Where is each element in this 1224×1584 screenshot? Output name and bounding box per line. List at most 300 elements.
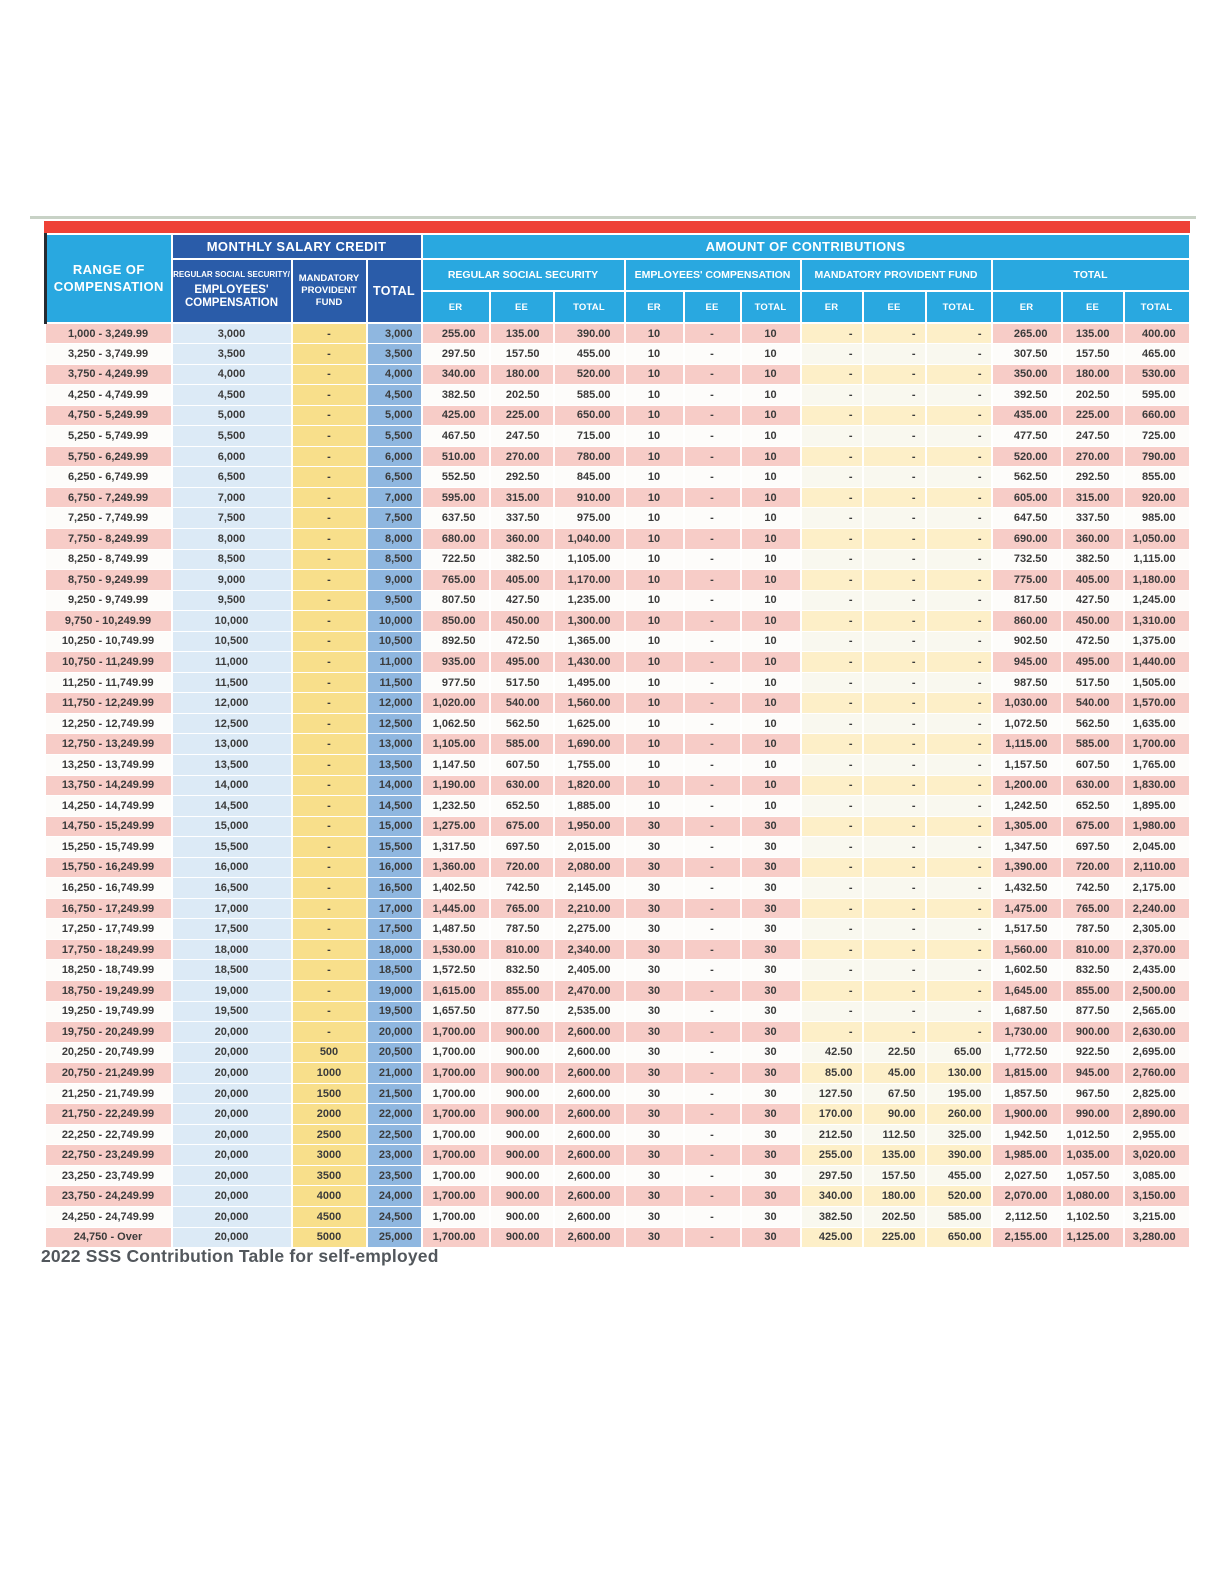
table-cell: 1,570.00	[1124, 693, 1190, 714]
table-cell: -	[292, 385, 367, 406]
header-msc-regular-ss-ec	[172, 259, 292, 323]
table-cell: 732.50	[992, 549, 1062, 570]
table-cell: 10	[625, 405, 684, 426]
table-cell: 10	[625, 528, 684, 549]
table-cell: 520.00	[554, 364, 625, 385]
table-cell: 935.00	[422, 652, 490, 673]
table-cell: 1,755.00	[554, 754, 625, 775]
table-cell: 945.00	[992, 652, 1062, 673]
table-cell: 90.00	[863, 1104, 926, 1125]
table-cell: 3,280.00	[1124, 1227, 1190, 1248]
table-cell: 455.00	[554, 344, 625, 365]
table-row	[46, 1124, 1190, 1145]
table-cell: -	[801, 364, 863, 385]
table-cell: -	[801, 1001, 863, 1022]
table-cell: 465.00	[1124, 344, 1190, 365]
table-cell: -	[863, 939, 926, 960]
table-cell: 405.00	[490, 570, 554, 591]
header-mpf-er: ER	[801, 291, 863, 323]
table-cell: 467.50	[422, 426, 490, 447]
table-cell: 1,645.00	[992, 981, 1062, 1002]
table-cell: 202.50	[490, 385, 554, 406]
table-cell: -	[926, 590, 992, 611]
table-cell: -	[863, 837, 926, 858]
table-cell: 10	[625, 652, 684, 673]
table-cell: 30	[741, 837, 801, 858]
table-cell: 297.50	[801, 1165, 863, 1186]
table-cell: 562.50	[992, 467, 1062, 488]
table-cell: 650.00	[554, 405, 625, 426]
table-cell: 30	[741, 1124, 801, 1145]
table-cell: 7,500	[367, 508, 422, 529]
table-row	[46, 1207, 1190, 1228]
table-cell: -	[926, 405, 992, 426]
top-divider-line	[30, 216, 1196, 219]
table-cell: 5,000	[367, 405, 422, 426]
table-cell: -	[292, 693, 367, 714]
table-cell: -	[292, 652, 367, 673]
table-cell: 1,820.00	[554, 775, 625, 796]
table-cell: 8,250 - 8,749.99	[46, 549, 172, 570]
table-cell: 10	[625, 508, 684, 529]
table-cell: 3,000	[172, 323, 292, 344]
table-row	[46, 960, 1190, 981]
table-cell: -	[863, 1022, 926, 1043]
table-cell: 910.00	[554, 487, 625, 508]
table-cell: -	[684, 631, 741, 652]
table-cell: 585.00	[926, 1207, 992, 1228]
table-cell: -	[926, 631, 992, 652]
table-row	[46, 549, 1190, 570]
table-cell: -	[926, 549, 992, 570]
table-cell: 225.00	[1062, 405, 1124, 426]
table-cell: 9,500	[172, 590, 292, 611]
table-cell: 2,210.00	[554, 898, 625, 919]
table-cell: -	[801, 426, 863, 447]
table-cell: 135.00	[863, 1145, 926, 1166]
table-cell: 157.50	[490, 344, 554, 365]
table-cell: 30	[741, 1186, 801, 1207]
table-cell: 10,000	[172, 611, 292, 632]
table-cell: -	[801, 446, 863, 467]
table-row	[46, 1227, 1190, 1248]
table-cell: 787.50	[490, 919, 554, 940]
table-cell: 675.00	[1062, 816, 1124, 837]
header-amount-of-contributions: AMOUNT OF CONTRIBUTIONS	[422, 234, 1190, 259]
table-cell: 7,000	[367, 487, 422, 508]
table-cell: 30	[741, 898, 801, 919]
table-cell: 30	[625, 857, 684, 878]
table-cell: 10,750 - 11,249.99	[46, 652, 172, 673]
table-row	[46, 323, 1190, 344]
table-row	[46, 487, 1190, 508]
header-total-er: ER	[992, 291, 1062, 323]
table-cell: -	[926, 672, 992, 693]
table-cell: 8,000	[367, 528, 422, 549]
table-cell: 20,000	[172, 1165, 292, 1186]
table-cell: 19,000	[172, 981, 292, 1002]
table-cell: 10	[625, 549, 684, 570]
table-cell: 315.00	[490, 487, 554, 508]
table-cell: 1,700.00	[422, 1145, 490, 1166]
header-group-total: TOTAL	[992, 259, 1190, 291]
table-cell: -	[863, 405, 926, 426]
table-cell: -	[801, 878, 863, 899]
table-row	[46, 364, 1190, 385]
table-cell: 900.00	[490, 1124, 554, 1145]
table-cell: 392.50	[992, 385, 1062, 406]
table-cell: 1,657.50	[422, 1001, 490, 1022]
table-cell: 10	[625, 467, 684, 488]
table-cell: -	[926, 1001, 992, 1022]
table-cell: 10,500	[172, 631, 292, 652]
table-cell: 832.50	[1062, 960, 1124, 981]
table-cell: 2,240.00	[1124, 898, 1190, 919]
table-cell: 127.50	[801, 1083, 863, 1104]
table-cell: 10	[741, 405, 801, 426]
table-cell: 17,000	[172, 898, 292, 919]
table-cell: 130.00	[926, 1063, 992, 1084]
table-cell: 855.00	[490, 981, 554, 1002]
table-cell: 5,750 - 6,249.99	[46, 446, 172, 467]
table-cell: 15,250 - 15,749.99	[46, 837, 172, 858]
table-cell: -	[926, 487, 992, 508]
table-cell: 112.50	[863, 1124, 926, 1145]
table-cell: 2,600.00	[554, 1165, 625, 1186]
table-cell: -	[926, 611, 992, 632]
table-cell: -	[292, 549, 367, 570]
table-row	[46, 1145, 1190, 1166]
table-row	[46, 713, 1190, 734]
table-cell: 637.50	[422, 508, 490, 529]
table-cell: 787.50	[1062, 919, 1124, 940]
header-rss-total: TOTAL	[554, 291, 625, 323]
table-cell: -	[863, 631, 926, 652]
table-cell: 135.00	[1062, 323, 1124, 344]
table-cell: -	[684, 919, 741, 940]
table-cell: -	[684, 837, 741, 858]
table-cell: 180.00	[1062, 364, 1124, 385]
table-cell: 595.00	[422, 487, 490, 508]
table-cell: 585.00	[1062, 734, 1124, 755]
table-cell: 3000	[292, 1145, 367, 1166]
table-cell: -	[801, 631, 863, 652]
table-cell: 19,750 - 20,249.99	[46, 1022, 172, 1043]
table-cell: -	[684, 734, 741, 755]
table-cell: 382.50	[1062, 549, 1124, 570]
table-cell: 10	[741, 734, 801, 755]
table-cell: -	[863, 713, 926, 734]
table-row	[46, 1001, 1190, 1022]
table-cell: 985.00	[1124, 508, 1190, 529]
table-cell: 630.00	[1062, 775, 1124, 796]
table-cell: -	[926, 981, 992, 1002]
table-cell: -	[801, 816, 863, 837]
table-cell: 472.50	[490, 631, 554, 652]
table-cell: 425.00	[422, 405, 490, 426]
table-cell: 22,500	[367, 1124, 422, 1145]
table-cell: 30	[625, 1207, 684, 1228]
table-cell: 4,500	[367, 385, 422, 406]
table-cell: 297.50	[422, 344, 490, 365]
table-row	[46, 919, 1190, 940]
table-cell: 2,405.00	[554, 960, 625, 981]
table-cell: 2,890.00	[1124, 1104, 1190, 1125]
table-cell: 3,500	[172, 344, 292, 365]
table-row	[46, 754, 1190, 775]
table-cell: 4,750 - 5,249.99	[46, 405, 172, 426]
table-cell: -	[863, 590, 926, 611]
table-cell: 30	[625, 1165, 684, 1186]
table-cell: 8,750 - 9,249.99	[46, 570, 172, 591]
table-cell: 11,250 - 11,749.99	[46, 672, 172, 693]
table-cell: -	[863, 672, 926, 693]
table-cell: 900.00	[490, 1104, 554, 1125]
table-cell: -	[863, 344, 926, 365]
table-row	[46, 939, 1190, 960]
table-cell: -	[684, 775, 741, 796]
table-cell: 23,000	[367, 1145, 422, 1166]
table-cell: 1,857.50	[992, 1083, 1062, 1104]
table-cell: 11,000	[172, 652, 292, 673]
table-cell: 1,475.00	[992, 898, 1062, 919]
table-row	[46, 693, 1190, 714]
header-ec-ee: EE	[684, 291, 741, 323]
header-group-mandatory-provident-fund: MANDATORY PROVIDENT FUND	[801, 259, 992, 291]
table-cell: 650.00	[926, 1227, 992, 1248]
table-cell: 15,000	[172, 816, 292, 837]
table-row	[46, 837, 1190, 858]
table-cell: 780.00	[554, 446, 625, 467]
table-cell: 30	[625, 837, 684, 858]
table-cell: 2,825.00	[1124, 1083, 1190, 1104]
table-cell: -	[926, 816, 992, 837]
table-cell: -	[684, 405, 741, 426]
table-cell: 562.50	[490, 713, 554, 734]
table-cell: 10	[625, 693, 684, 714]
table-cell: -	[292, 528, 367, 549]
table-cell: -	[684, 878, 741, 899]
table-cell: -	[801, 467, 863, 488]
table-cell: -	[684, 960, 741, 981]
table-row	[46, 446, 1190, 467]
table-cell: 9,000	[367, 570, 422, 591]
table-cell: 1,700.00	[422, 1165, 490, 1186]
table-cell: -	[684, 1022, 741, 1043]
table-cell: 13,500	[172, 754, 292, 775]
table-cell: 265.00	[992, 323, 1062, 344]
table-cell: 13,250 - 13,749.99	[46, 754, 172, 775]
table-cell: 307.50	[992, 344, 1062, 365]
table-cell: -	[801, 734, 863, 755]
table-cell: -	[684, 1104, 741, 1125]
table-cell: 10	[741, 426, 801, 447]
table-cell: 2,600.00	[554, 1022, 625, 1043]
table-cell: 680.00	[422, 528, 490, 549]
table-cell: 20,250 - 20,749.99	[46, 1042, 172, 1063]
table-cell: -	[292, 446, 367, 467]
table-cell: -	[292, 611, 367, 632]
table-cell: 2,435.00	[1124, 960, 1190, 981]
table-cell: -	[684, 528, 741, 549]
table-cell: 605.00	[992, 487, 1062, 508]
table-cell: 30	[741, 1001, 801, 1022]
table-cell: 20,000	[172, 1186, 292, 1207]
table-cell: 1,690.00	[554, 734, 625, 755]
table-cell: -	[684, 446, 741, 467]
table-cell: -	[292, 631, 367, 652]
table-cell: 6,500	[367, 467, 422, 488]
table-cell: 350.00	[992, 364, 1062, 385]
table-row	[46, 857, 1190, 878]
header-msc-regular-ss-line: REGULAR SOCIAL SECURITY/	[173, 270, 290, 280]
table-cell: 922.50	[1062, 1042, 1124, 1063]
table-cell: 10	[625, 426, 684, 447]
table-cell: 1,390.00	[992, 857, 1062, 878]
table-cell: 5,000	[172, 405, 292, 426]
table-cell: -	[863, 426, 926, 447]
table-cell: 892.50	[422, 631, 490, 652]
table-cell: -	[292, 939, 367, 960]
table-cell: -	[801, 775, 863, 796]
table-cell: 742.50	[490, 878, 554, 899]
table-cell: -	[926, 857, 992, 878]
table-cell: 22,000	[367, 1104, 422, 1125]
table-cell: 1,830.00	[1124, 775, 1190, 796]
table-cell: 315.00	[1062, 487, 1124, 508]
table-cell: -	[684, 1186, 741, 1207]
table-cell: 30	[625, 1227, 684, 1248]
table-cell: 1,730.00	[992, 1022, 1062, 1043]
table-row	[46, 796, 1190, 817]
table-cell: 725.00	[1124, 426, 1190, 447]
table-cell: -	[684, 426, 741, 447]
table-cell: 817.50	[992, 590, 1062, 611]
table-cell: 6,250 - 6,749.99	[46, 467, 172, 488]
table-cell: 860.00	[992, 611, 1062, 632]
table-cell: -	[863, 981, 926, 1002]
table-cell: 1,105.00	[422, 734, 490, 755]
table-cell: 540.00	[490, 693, 554, 714]
table-cell: 16,250 - 16,749.99	[46, 878, 172, 899]
table-cell: 472.50	[1062, 631, 1124, 652]
table-cell: -	[801, 857, 863, 878]
table-cell: -	[684, 1001, 741, 1022]
table-cell: -	[292, 960, 367, 981]
table-header	[46, 234, 1190, 323]
table-cell: 10	[741, 508, 801, 529]
table-row	[46, 816, 1190, 837]
table-cell: 180.00	[863, 1186, 926, 1207]
table-cell: 20,000	[172, 1063, 292, 1084]
table-cell: 900.00	[490, 1022, 554, 1043]
table-cell: 495.00	[490, 652, 554, 673]
table-cell: 8,000	[172, 528, 292, 549]
table-cell: 2,470.00	[554, 981, 625, 1002]
table-cell: 3,250 - 3,749.99	[46, 344, 172, 365]
header-rss-ee: EE	[490, 291, 554, 323]
table-cell: -	[926, 919, 992, 940]
table-cell: 157.50	[1062, 344, 1124, 365]
table-cell: 30	[625, 981, 684, 1002]
table-cell: 1,375.00	[1124, 631, 1190, 652]
table-cell: 1,942.50	[992, 1124, 1062, 1145]
table-cell: 10	[625, 385, 684, 406]
table-cell: 877.50	[1062, 1001, 1124, 1022]
table-cell: -	[292, 919, 367, 940]
table-cell: 1,170.00	[554, 570, 625, 591]
table-cell: 877.50	[490, 1001, 554, 1022]
table-cell: 10	[625, 570, 684, 591]
table-cell: -	[801, 611, 863, 632]
table-row	[46, 570, 1190, 591]
table-cell: 6,000	[367, 446, 422, 467]
table-cell: 902.50	[992, 631, 1062, 652]
table-cell: -	[684, 816, 741, 837]
table-cell: 1,440.00	[1124, 652, 1190, 673]
table-cell: 135.00	[490, 323, 554, 344]
table-cell: 10	[625, 611, 684, 632]
table-cell: -	[926, 754, 992, 775]
table-cell: 967.50	[1062, 1083, 1124, 1104]
table-cell: 20,000	[367, 1022, 422, 1043]
table-cell: -	[292, 467, 367, 488]
table-cell: -	[684, 1227, 741, 1248]
header-total-ee: EE	[1062, 291, 1124, 323]
table-cell: -	[292, 754, 367, 775]
header-group-regular-social-security: REGULAR SOCIAL SECURITY	[422, 259, 625, 291]
table-cell: -	[801, 549, 863, 570]
table-cell: -	[801, 652, 863, 673]
table-cell: 2,305.00	[1124, 919, 1190, 940]
table-cell: 425.00	[801, 1227, 863, 1248]
table-cell: 435.00	[992, 405, 1062, 426]
table-cell: 30	[741, 981, 801, 1002]
table-cell: -	[926, 467, 992, 488]
table-cell: 10	[741, 323, 801, 344]
table-cell: -	[684, 1083, 741, 1104]
table-cell: 14,250 - 14,749.99	[46, 796, 172, 817]
table-cell: -	[801, 570, 863, 591]
table-cell: 2,600.00	[554, 1063, 625, 1084]
table-cell: 16,000	[367, 857, 422, 878]
table-cell: 2500	[292, 1124, 367, 1145]
table-cell: 1,487.50	[422, 919, 490, 940]
table-cell: 1,495.00	[554, 672, 625, 693]
table-cell: 20,000	[172, 1227, 292, 1248]
table-cell: 1,700.00	[1124, 734, 1190, 755]
table-cell: -	[926, 570, 992, 591]
table-cell: 30	[741, 1227, 801, 1248]
table-cell: 340.00	[422, 364, 490, 385]
table-cell: 4000	[292, 1186, 367, 1207]
table-cell: 845.00	[554, 467, 625, 488]
table-cell: -	[926, 837, 992, 858]
table-cell: 810.00	[1062, 939, 1124, 960]
table-cell: 20,500	[367, 1042, 422, 1063]
table-cell: 540.00	[1062, 693, 1124, 714]
table-cell: 1,030.00	[992, 693, 1062, 714]
table-cell: -	[292, 898, 367, 919]
table-cell: 4,000	[367, 364, 422, 385]
table-cell: -	[863, 857, 926, 878]
table-cell: 10	[625, 344, 684, 365]
table-cell: 255.00	[801, 1145, 863, 1166]
table-cell: 1,242.50	[992, 796, 1062, 817]
table-cell: 30	[625, 1042, 684, 1063]
table-cell: 30	[625, 1001, 684, 1022]
table-cell: 15,750 - 16,249.99	[46, 857, 172, 878]
